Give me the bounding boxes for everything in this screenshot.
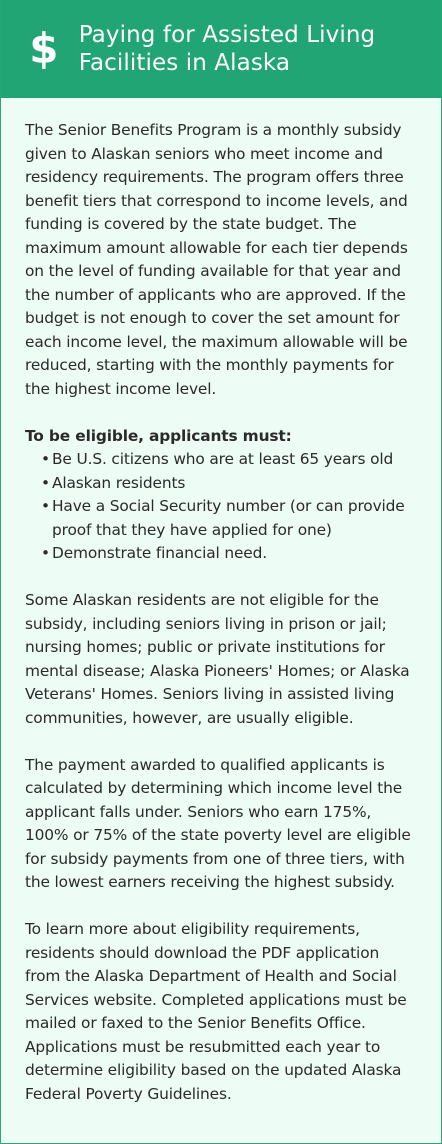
card-body: [1, 98, 441, 1106]
list-item: • Demonstrate financial need.: [41, 544, 267, 562]
list-item-text: Be U.S. citizens who are at least 65 years old: [52, 450, 394, 468]
list-item-text: Have a Social Security number (or can provide proof that they have applied for one): [52, 497, 405, 539]
eligibility-list: [25, 448, 419, 566]
eligibility-heading: To be eligible, applicants must:: [25, 426, 292, 445]
list-item-text: Alaskan residents: [52, 473, 186, 492]
card-title: Paying for Assisted Living Facilities in Alaska: [78, 22, 376, 76]
learn-more-paragraph: To learn more about eligibility requirements, residents should download the PDF application from the Alaska Department of Health and Social Services website. Completed applications must be mailed or faxed to the Senior Benefits Office. Applications must be resubmitted each year to determine eligibility based on the updated Alaska Federal Poverty Guidelines.: [25, 920, 407, 1103]
intro-paragraph: The Senior Benefits Program is a monthly subsidy given to Alaskan seniors who meet income and residency requirements. The program offers three benefit tiers that correspond to income levels, and funding is covered by the state budget. The maximum amount allowable for each tier depends on the level of funding available for that year and the number of applicants who are approved. If the budget is not enough to cover the set amount for each income level, the maximum allowable will be reduced, starting with the monthly payments for the highest income level.: [25, 121, 408, 398]
ineligible-paragraph: Some Alaskan residents are not eligible for the subsidy, including seniors living in prison or jail; nursing homes; public or private institutions for mental disease; Alaska Pioneers' Homes; or Alaska Veterans' Homes. Seniors living in assisted living communities, however, are usually eligible.: [25, 591, 410, 727]
list-item: • Have a Social Security number (or can provide proof that they have applied for one): [41, 497, 405, 539]
list-item: • Alaskan residents: [41, 473, 186, 492]
list-item-text: Demonstrate financial need.: [52, 544, 267, 562]
card-header: [1, 0, 441, 98]
dollar-sign-icon: $: [29, 24, 59, 73]
payment-paragraph: The payment awarded to qualified applicants is calculated by determining which income level the applicant falls under. Seniors who earn 175%, 100% or 75% of the state poverty level are eligible for subsidy payments from one of three tiers, with the lowest earners receiving the highest subsidy.: [25, 755, 411, 891]
list-item: • Be U.S. citizens who are at least 65 years old: [41, 450, 394, 468]
